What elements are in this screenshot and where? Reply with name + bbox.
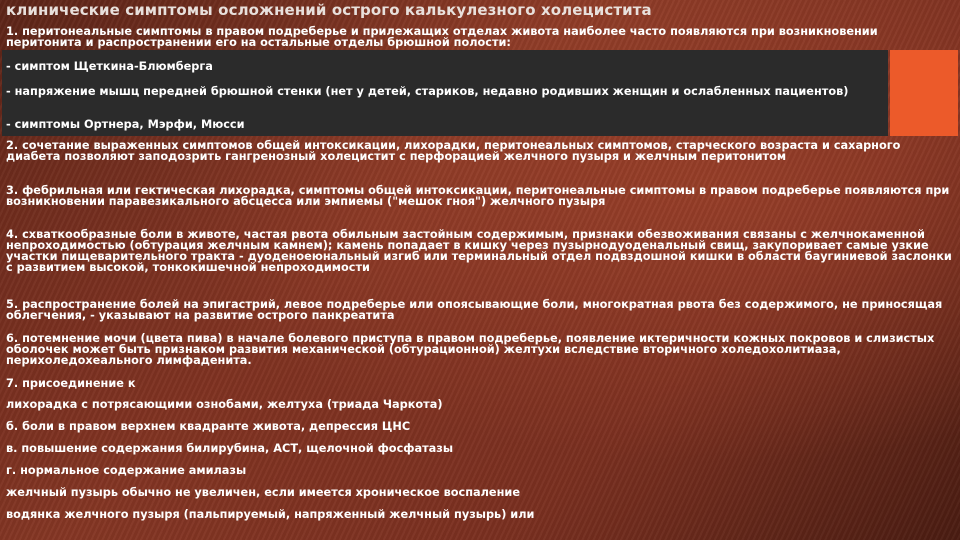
item-6-text: 6. потемнение мочи (цвета пива) в начале болевого приступа в правом подреберье, появление иктеричности кожных покровов и слизистых оболочек может быть признаком развития механической (обтурационной) желтухи вследствие вторичного холедохолитиаза, перихоледохеального лимфаденита.	[6, 332, 935, 367]
symptom-shchetkin: - симптом Щеткина-Блюмберга	[6, 60, 213, 73]
item-5-text: 5. распространение болей на эпигастрий, левое подреберье или опоясывающие боли, многократная рвота без содержимого, не приносящая облегчения, - указывают на развитие острого панкреатита	[6, 298, 943, 322]
symptom-ortner: - симптомы Ортнера, Мэрфи, Мюсси	[6, 118, 245, 131]
subitem-g: г. нормальное содержание амилазы	[6, 464, 247, 477]
subitem-v: в. повышение содержания билирубина, АСТ, щелочной фосфатазы	[6, 442, 454, 455]
subitem-b: б. боли в правом верхнем квадранте живота, депрессия ЦНС	[6, 420, 411, 433]
item-1-text: 1. перитонеальные симптомы в правом подреберье и прилежащих отделах живота наиболее часто появляются при возникновении перитонита и распространении его на остальные отделы брюшной полости:	[6, 25, 878, 49]
item-3-text: 3. фебрильная или гектическая лихорадка, симптомы общей интоксикации, перитонеальные симптомы в правом подреберье появляются при возникновении паравезикального абсцесса или эмпиемы ("мешок гноя") желчного пузыря	[6, 184, 950, 208]
symptom-muscle-tension: - напряжение мышц передней брюшной стенки (нет у детей, стариков, недавно родивших женщин и ослабленных пациентов)	[6, 85, 849, 98]
subitem-charcot: лихорадка с потрясающими ознобами, желтуха (триада Чаркота)	[6, 398, 443, 411]
item-7-text: 7. присоединение к	[6, 377, 136, 390]
gallbladder-note: желчный пузырь обычно не увеличен, если имеется хроническое воспаление	[6, 486, 520, 499]
hydrops-note: водянка желчного пузыря (пальпируемый, напряженный желчный пузырь) или	[6, 508, 535, 521]
slide-title: клинические симптомы осложнений острого калькулезного холецистита	[6, 1, 652, 19]
item-2-text: 2. сочетание выраженных симптомов общей интоксикации, лихорадки, перитонеальных симптомов, старческого возраста и сахарного диабета позволяют заподозрить гангренозный холецистит с перфорацией желчного пузыря и желчным перитонитом	[6, 139, 901, 163]
item-4-text: 4. схваткообразные боли в животе, частая рвота обильным застойным содержимым, признаки обезвоживания связаны с желчнокаменной непроходимостью (обтурация желчным камнем); камень попадает в кишку через пузырнодуоденальный свищ, закупоривает самые узкие участки пищеварительного тракта - дуоденоеюнальный изгиб или терминальный отдел подвздошной кишки в области баугиниевой заслонки с развитием высокой, тонкокишечной непроходимости	[6, 228, 952, 274]
